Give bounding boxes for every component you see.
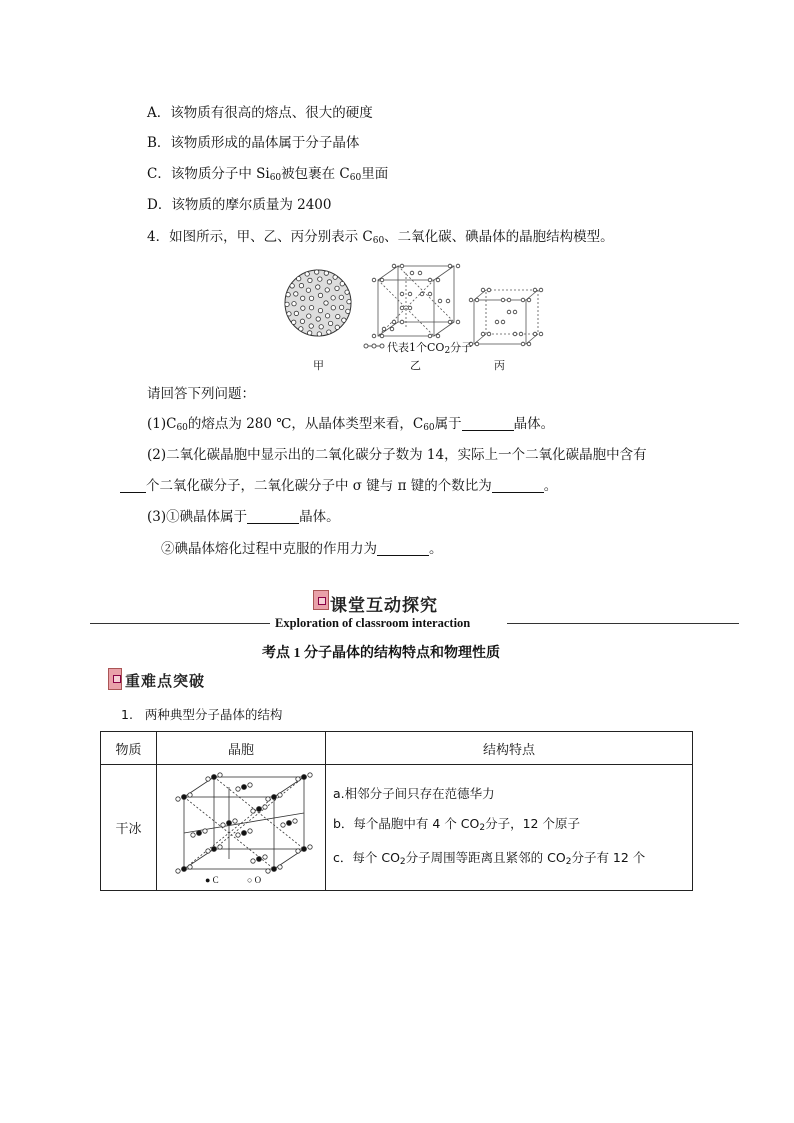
atom-marker bbox=[481, 288, 485, 292]
atom-marker bbox=[400, 320, 404, 324]
atom-marker bbox=[325, 288, 329, 292]
question-4: ②碘晶体熔化过程中克服的作用力为 。 bbox=[161, 541, 443, 557]
atom-marker bbox=[521, 298, 525, 302]
banner-rule-right bbox=[507, 623, 739, 624]
option-a: A．该物质有很高的熔点、很大的硬度 bbox=[147, 105, 373, 121]
atom-marker bbox=[507, 310, 511, 314]
dry-ice-cell-diagram bbox=[158, 767, 322, 889]
topic-heading: 考点 1 分子晶体的结构特点和物理性质 bbox=[262, 646, 500, 661]
atom-marker bbox=[340, 282, 344, 286]
feature-b: b．每个晶胞中有 4 个 $CO_2$分子，12 个原子 bbox=[333, 815, 580, 833]
atom-marker bbox=[342, 318, 346, 322]
atom-marker bbox=[527, 298, 531, 302]
co2-legend-symbol bbox=[364, 344, 384, 348]
atom-marker bbox=[475, 298, 479, 302]
atom-marker bbox=[182, 794, 187, 799]
atom-marker bbox=[335, 325, 339, 329]
atom-marker bbox=[300, 319, 304, 323]
atom-marker bbox=[309, 324, 313, 328]
figure-label-bing: 丙 bbox=[494, 359, 505, 372]
list-item: 1. 两种典型分子晶体的结构 bbox=[121, 707, 283, 722]
question-4-intro: 4．如图所示，甲、乙、丙分别表示 $C_{60}$、二氧化碳、碘晶体的晶胞结构模型。 bbox=[147, 229, 614, 246]
structure-table bbox=[100, 731, 693, 891]
atom-marker bbox=[372, 278, 376, 282]
atom-marker bbox=[314, 270, 318, 274]
atom-marker bbox=[319, 325, 323, 329]
atom-marker bbox=[305, 272, 309, 276]
atom-marker bbox=[318, 308, 322, 312]
header-features: 结构特点 bbox=[326, 732, 693, 765]
atom-marker bbox=[218, 772, 222, 776]
table-row bbox=[101, 765, 693, 891]
atom-marker bbox=[501, 298, 505, 302]
option-b: B．该物质形成的晶体属于分子晶体 bbox=[147, 135, 360, 151]
feature-a: a.相邻分子间只存在范德华力 bbox=[333, 785, 495, 801]
atom-marker bbox=[306, 288, 310, 292]
atom-marker bbox=[400, 264, 404, 268]
atom-marker bbox=[400, 292, 404, 296]
atom-marker bbox=[408, 306, 412, 310]
atom-marker bbox=[294, 292, 298, 296]
atom-marker bbox=[203, 828, 207, 832]
atom-marker bbox=[519, 332, 523, 336]
atom-marker bbox=[428, 334, 432, 338]
atom-marker bbox=[285, 302, 289, 306]
banner-rule-left bbox=[90, 623, 270, 624]
atom-marker bbox=[266, 868, 270, 872]
co2-legend-text: 代表1个$CO_2$分子 bbox=[387, 341, 473, 356]
feature-c: c．每个 $CO_2$分子周围等距离且紧邻的 $CO_2$分子有 12 个 bbox=[333, 849, 646, 867]
atom-marker bbox=[242, 784, 247, 789]
atom-marker bbox=[212, 774, 217, 779]
atom-marker bbox=[539, 288, 543, 292]
atom-marker bbox=[533, 332, 537, 336]
atom-marker bbox=[278, 792, 282, 796]
atom-marker bbox=[347, 299, 351, 303]
option-d: D．该物质的摩尔质量为 2400 bbox=[147, 197, 332, 213]
atom-marker bbox=[327, 330, 331, 334]
legend-oxygen: ○ O bbox=[247, 875, 262, 885]
figure-label-jia: 甲 bbox=[313, 359, 324, 372]
atom-marker bbox=[248, 828, 252, 832]
atom-marker bbox=[296, 848, 300, 852]
atom-marker bbox=[242, 830, 247, 835]
atom-marker bbox=[392, 264, 396, 268]
atom-marker bbox=[191, 832, 195, 836]
atom-marker bbox=[221, 822, 225, 826]
atom-marker bbox=[309, 306, 313, 310]
atom-marker bbox=[448, 320, 452, 324]
atom-marker bbox=[339, 305, 343, 309]
atom-marker bbox=[327, 280, 331, 284]
atom-marker bbox=[513, 310, 517, 314]
atom-marker bbox=[301, 306, 305, 310]
atom-marker bbox=[446, 299, 450, 303]
atom-marker bbox=[513, 332, 517, 336]
atom-marker bbox=[286, 292, 290, 296]
atom-marker bbox=[308, 772, 312, 776]
atom-marker bbox=[281, 822, 285, 826]
answer-blank[interactable] bbox=[247, 510, 299, 524]
atom-marker bbox=[382, 327, 386, 331]
figure-label-yi: 乙 bbox=[410, 359, 421, 372]
atom-marker bbox=[428, 292, 432, 296]
banner-title: 课堂互动探究 bbox=[330, 596, 438, 616]
atom-marker bbox=[257, 806, 262, 811]
atom-marker bbox=[487, 332, 491, 336]
question-2-line1: (2)二氧化碳晶胞中显示出的二氧化碳分子数为 14，实际上一个二氧化碳晶胞中含有 bbox=[147, 447, 647, 463]
atom-marker bbox=[197, 830, 202, 835]
atom-marker bbox=[418, 271, 422, 275]
atom-marker bbox=[218, 844, 222, 848]
atom-marker bbox=[325, 314, 329, 318]
atom-marker bbox=[331, 306, 335, 310]
atom-marker bbox=[263, 804, 267, 808]
atom-marker bbox=[345, 290, 349, 294]
substance-cell: 干冰 bbox=[101, 765, 157, 891]
iodine-molecules bbox=[469, 288, 543, 346]
atom-marker bbox=[176, 868, 180, 872]
atom-marker bbox=[290, 284, 294, 288]
atom-marker bbox=[278, 864, 282, 868]
answer-blank[interactable] bbox=[462, 417, 514, 431]
atom-marker bbox=[287, 820, 292, 825]
atom-marker bbox=[372, 334, 376, 338]
atom-marker bbox=[346, 309, 350, 313]
question-1: $(1)C_{60}$的熔点为 280 ℃，从晶体类型来看，$C_{60}$属于 晶体。 bbox=[147, 416, 555, 433]
atom-marker bbox=[390, 327, 394, 331]
atom-marker bbox=[257, 856, 262, 861]
atom-marker bbox=[469, 298, 473, 302]
c60-model bbox=[285, 270, 351, 336]
atom-marker bbox=[318, 293, 322, 297]
atom-marker bbox=[333, 275, 337, 279]
atom-marker bbox=[475, 342, 479, 346]
atom-marker bbox=[501, 320, 505, 324]
atom-marker bbox=[495, 320, 499, 324]
book-icon bbox=[313, 590, 329, 610]
atom-marker bbox=[251, 858, 255, 862]
atom-marker bbox=[272, 794, 277, 799]
atom-marker bbox=[212, 846, 217, 851]
atom-marker bbox=[521, 342, 525, 346]
cell-image bbox=[157, 765, 326, 891]
atom-marker bbox=[331, 296, 335, 300]
features-cell bbox=[326, 765, 693, 891]
atom-marker bbox=[339, 295, 343, 299]
atom-marker bbox=[533, 288, 537, 292]
atom-marker bbox=[420, 292, 424, 296]
atom-marker bbox=[438, 299, 442, 303]
atom-marker bbox=[263, 854, 267, 858]
atom-marker bbox=[316, 317, 320, 321]
atom-marker bbox=[307, 314, 311, 318]
atom-marker bbox=[233, 818, 237, 822]
atom-marker bbox=[188, 792, 192, 796]
atom-marker bbox=[294, 311, 298, 315]
atom-marker bbox=[293, 818, 297, 822]
iodine-cell-model bbox=[469, 288, 543, 346]
atom-marker bbox=[317, 332, 321, 336]
atom-marker bbox=[307, 331, 311, 335]
atom-marker bbox=[539, 332, 543, 336]
atom-marker bbox=[182, 866, 187, 871]
atom-marker bbox=[481, 332, 485, 336]
atom-marker bbox=[436, 334, 440, 338]
atom-marker bbox=[408, 292, 412, 296]
table-header-row bbox=[101, 732, 693, 765]
header-cell: 晶胞 bbox=[157, 732, 326, 765]
subsection-title: 重难点突破 bbox=[125, 672, 206, 690]
atom-marker bbox=[206, 776, 210, 780]
atom-marker bbox=[301, 296, 305, 300]
atom-marker bbox=[316, 285, 320, 289]
atom-marker bbox=[309, 296, 313, 300]
atom-marker bbox=[328, 321, 332, 325]
question-3: (3)①碘晶体属于 晶体。 bbox=[147, 509, 340, 525]
atom-marker bbox=[272, 866, 277, 871]
answer-blank[interactable] bbox=[377, 542, 429, 556]
atom-marker bbox=[292, 320, 296, 324]
atom-marker bbox=[400, 306, 404, 310]
legend-carbon: ● C bbox=[205, 875, 219, 885]
atom-marker bbox=[299, 283, 303, 287]
co2-cell-model bbox=[372, 264, 460, 338]
atom-marker bbox=[206, 848, 210, 852]
answer-blank[interactable] bbox=[120, 479, 146, 493]
option-c: C．该物质分子中 $Si_{60}$被包裹在 $C_{60}$里面 bbox=[147, 166, 389, 183]
banner-subtitle: Exploration of classroom interaction bbox=[275, 616, 471, 630]
atom-marker bbox=[188, 864, 192, 868]
atom-marker bbox=[236, 832, 240, 836]
atom-marker bbox=[487, 288, 491, 292]
atom-marker bbox=[297, 277, 301, 281]
question-prompt: 请回答下列问题： bbox=[147, 386, 255, 402]
answer-blank[interactable] bbox=[492, 479, 544, 493]
atom-marker bbox=[266, 796, 270, 800]
atom-marker bbox=[324, 271, 328, 275]
atom-marker bbox=[251, 808, 255, 812]
atom-marker bbox=[287, 312, 291, 316]
atom-marker bbox=[176, 796, 180, 800]
book-icon bbox=[108, 668, 122, 690]
atom-marker bbox=[302, 846, 307, 851]
atom-marker bbox=[336, 314, 340, 318]
atom-marker bbox=[507, 298, 511, 302]
atom-marker bbox=[410, 271, 414, 275]
atom-marker bbox=[236, 786, 240, 790]
atom-marker bbox=[428, 278, 432, 282]
atom-marker bbox=[527, 342, 531, 346]
atom-marker bbox=[302, 774, 307, 779]
atom-marker bbox=[392, 320, 396, 324]
atom-marker bbox=[227, 820, 232, 825]
atom-marker bbox=[448, 264, 452, 268]
atom-marker bbox=[335, 286, 339, 290]
atom-marker bbox=[456, 320, 460, 324]
atom-marker bbox=[296, 776, 300, 780]
atom-marker bbox=[456, 264, 460, 268]
atom-marker bbox=[248, 782, 252, 786]
atom-marker bbox=[324, 301, 328, 305]
atom-marker bbox=[292, 301, 296, 305]
header-substance: 物质 bbox=[101, 732, 157, 765]
atom-marker bbox=[308, 278, 312, 282]
atom-marker bbox=[308, 844, 312, 848]
question-2-line2: 个二氧化碳分子，二氧化碳分子中 σ 键与 π 键的个数比为 。 bbox=[120, 477, 557, 495]
atom-marker bbox=[380, 334, 384, 338]
atom-marker bbox=[436, 278, 440, 282]
atom-marker bbox=[380, 278, 384, 282]
atom-marker bbox=[318, 277, 322, 281]
atom-marker bbox=[299, 327, 303, 331]
